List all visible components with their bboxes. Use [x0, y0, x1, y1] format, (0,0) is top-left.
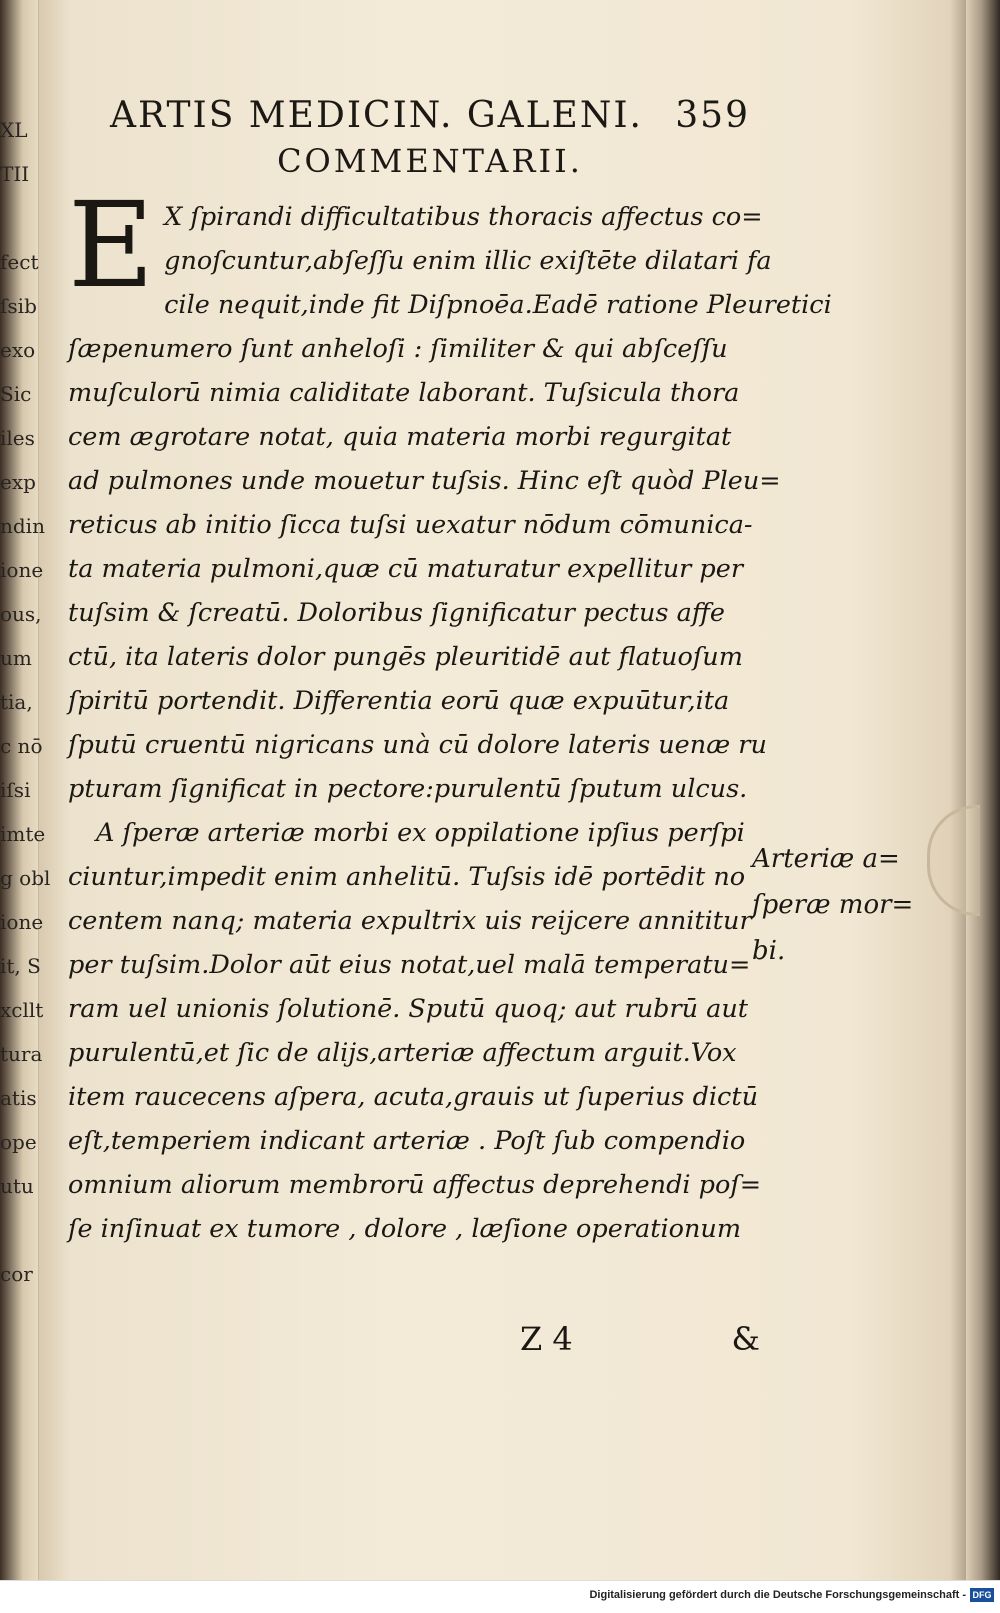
- text-line: eſt,temperiem indicant arteriæ . Poſt ſub compendio: [68, 1126, 746, 1156]
- text-line: reticus ab initio ſicca tuſsi uexatur nōdum cōmunica-: [68, 510, 753, 540]
- bleed-fragment: [0, 196, 40, 240]
- page-header: [110, 95, 750, 180]
- bleed-fragment: ione: [0, 558, 44, 582]
- bleed-fragment: atis: [0, 1086, 37, 1110]
- text-line: X ſpirandi difficultatibus thoracis affectus co=: [164, 202, 763, 232]
- text-line: omnium aliorum membrorū affectus deprehendi poſ=: [68, 1170, 762, 1200]
- footer-credit: Digitalisierung gefördert durch die Deutsche Forschungsgemeinschaft -: [589, 1589, 966, 1601]
- text-line: ciuntur,impedit enim anhelitū. Tuſsis idē portēdit no: [68, 862, 746, 892]
- bleed-fragment: ous,: [0, 602, 42, 626]
- bleed-fragment: g obl: [0, 866, 51, 890]
- running-title: ARTIS MEDICIN. GALENI.: [110, 95, 643, 136]
- book-fore-edge: [966, 0, 1000, 1580]
- marginal-note-line: Arteriæ a=: [752, 844, 900, 874]
- text-line: cile nequit,inde fit Diſpnoēa.Eadē ratione Pleuretici: [164, 290, 832, 320]
- running-head: [110, 95, 750, 136]
- bleed-fragment: ndin: [0, 514, 45, 538]
- text-line: ſputū cruentū nigricans unà cū dolore lateris uenæ ru: [68, 730, 767, 760]
- bleed-fragment: tura: [0, 1042, 43, 1066]
- catchword: &: [731, 1320, 760, 1358]
- text-line: purulentū,et ſic de alijs,arteriæ affectum arguit.Vox: [68, 1038, 737, 1068]
- bleed-fragment: iſsi: [0, 778, 31, 802]
- bleed-fragment: cor: [0, 1262, 33, 1286]
- text-line: ſæpenumero ſunt anheloſi : ſimiliter & qui abſceſſu: [68, 334, 728, 364]
- text-line: muſculorū nimia caliditate laborant. Tuſsicula thora: [68, 378, 740, 408]
- bleed-fragment: imte: [0, 822, 46, 846]
- text-line: ad pulmones unde mouetur tuſsis. Hinc eſt quòd Pleu=: [68, 466, 781, 496]
- bleed-fragment: exo: [0, 338, 36, 362]
- text-line: ta materia pulmoni,quæ cū maturatur expellitur per: [68, 554, 744, 584]
- bleed-fragment: ſsib: [0, 294, 37, 318]
- bleed-fragment: [0, 1208, 40, 1252]
- text-line: ſe inſinuat ex tumore , dolore , læſione operationum: [68, 1214, 741, 1244]
- bleed-fragment: Sic: [0, 382, 32, 406]
- bleed-fragment: c nō: [0, 734, 43, 758]
- bleed-fragment: um: [0, 646, 32, 670]
- bleed-fragment: TII: [0, 162, 30, 186]
- facing-page-bleed-text: [0, 108, 51, 1296]
- bleed-fragment: ione: [0, 910, 44, 934]
- signature-mark: Z 4: [520, 1320, 573, 1358]
- text-line: gnoſcuntur,abſeſſu enim illic exiſtēte dilatari fa: [164, 246, 772, 276]
- text-line: pturam ſignificat in pectore:purulentū ſputum ulcus.: [68, 774, 748, 804]
- text-line-paragraph-start: A ſperæ arteriæ morbi ex oppilatione ipſius perſpi: [96, 818, 745, 848]
- bleed-fragment: ope: [0, 1130, 37, 1154]
- dfg-logo-icon: DFG: [970, 1588, 994, 1602]
- drop-capital: E: [68, 176, 155, 314]
- bleed-fragment: it, S: [0, 954, 41, 978]
- marginal-note: [752, 836, 922, 974]
- marginal-note-line: ſperæ mor=: [752, 890, 914, 920]
- signature-line: [520, 1320, 760, 1358]
- text-line: centem nanq; materia expultrix uis reijcere annititur: [68, 906, 752, 936]
- bleed-fragment: XL: [0, 118, 28, 142]
- text-line: per tuſsim.Dolor aūt eius notat,uel malā temperatu=: [68, 950, 751, 980]
- bleed-fragment: utu: [0, 1174, 34, 1198]
- marginal-note-line: bi.: [752, 936, 786, 966]
- bleed-fragment: tia,: [0, 690, 33, 714]
- text-line: item raucecens aſpera, acuta,grauis ut ſuperius dictū: [68, 1082, 759, 1112]
- text-line: ſpiritū portendit. Differentia eorū quæ expuūtur,ita: [68, 686, 730, 716]
- main-text: [68, 176, 832, 1251]
- bleed-fragment: exp: [0, 470, 36, 494]
- bleed-fragment: iles: [0, 426, 35, 450]
- page-number: 359: [675, 95, 750, 136]
- bleed-fragment: fect: [0, 250, 39, 274]
- bleed-fragment: xcllt: [0, 998, 44, 1022]
- text-line: tuſsim & ſcreatū. Doloribus ſignificatur pectus affe: [68, 598, 725, 628]
- digitization-footer: [0, 1580, 1000, 1613]
- text-line: ctū, ita lateris dolor pungēs pleuritidē aut flatuoſum: [68, 642, 743, 672]
- text-line: cem ægrotare notat, quia materia morbi regurgitat: [68, 422, 732, 452]
- text-line: ram uel unionis ſolutionē. Sputū quoq; aut rubrū aut: [68, 994, 749, 1024]
- section-subtitle: COMMENTARII.: [277, 142, 583, 180]
